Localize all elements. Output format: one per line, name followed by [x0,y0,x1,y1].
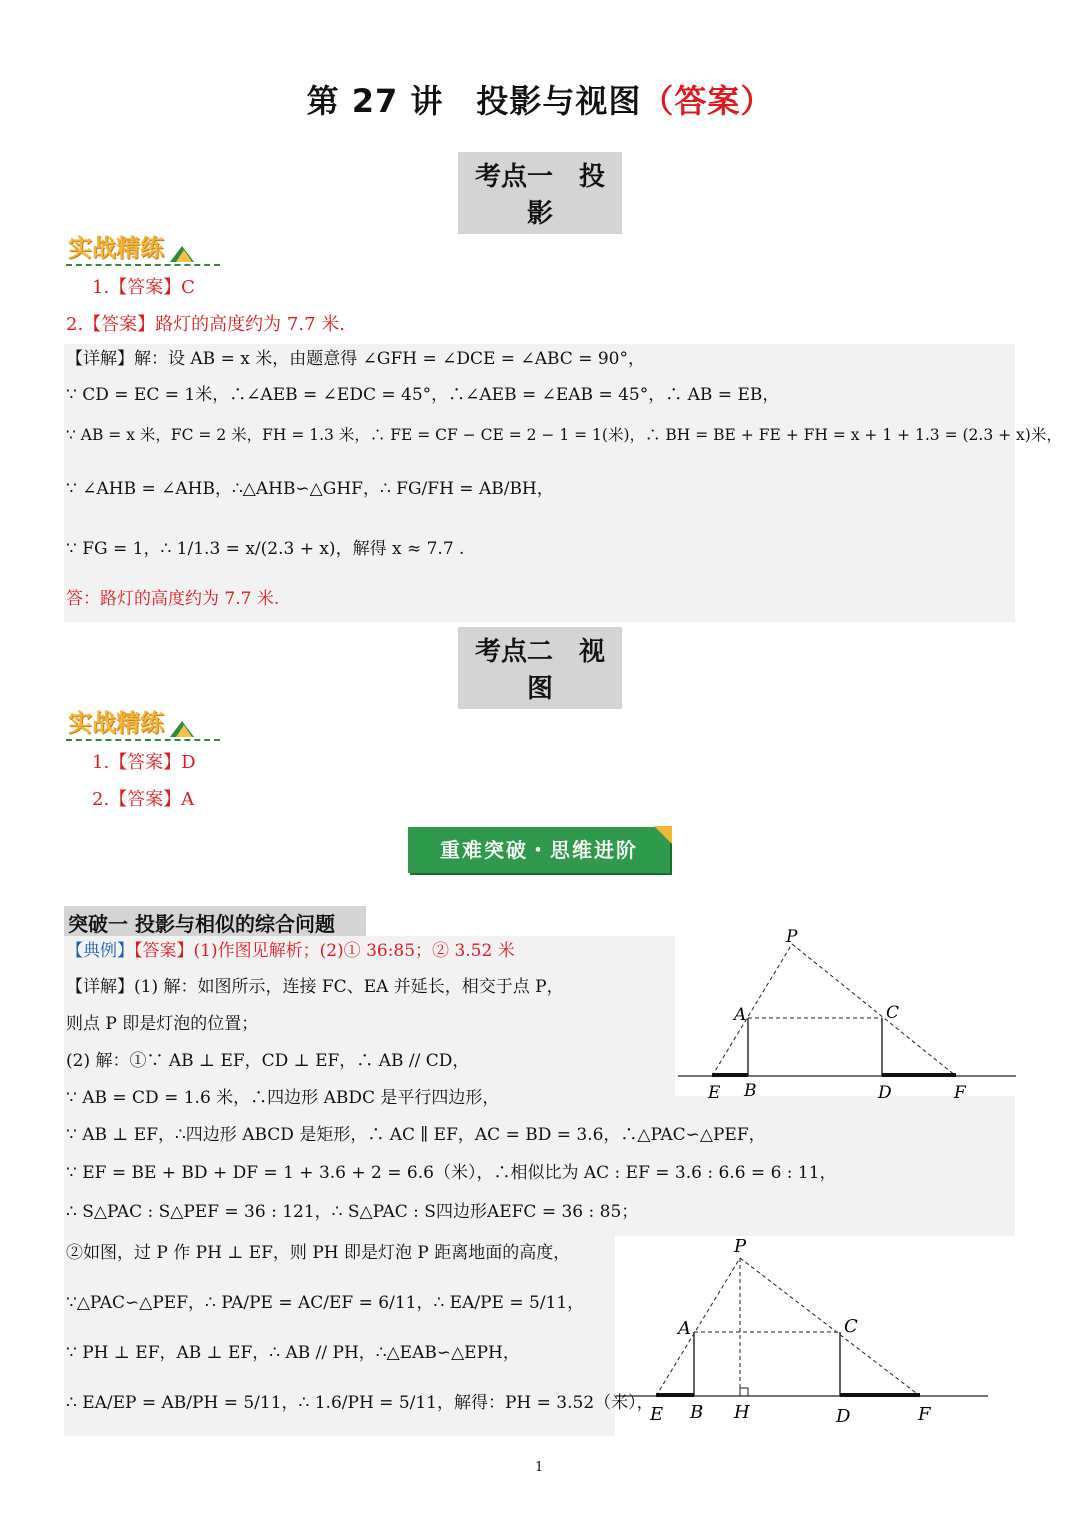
mountain-icon [168,244,196,264]
example-answer-text: 【答案】(1)作图见解析；(2)① 36:85；② 3.52 米 [134,941,515,961]
banner-corner-icon [654,826,672,844]
diagram-2 [614,1236,990,1426]
d1-label-p: P [786,927,798,947]
s1-detail-line-1: 【详解】解：设 AB = x 米，由题意得 ∠GFH = ∠DCE = ∠ABC = 90°， [66,349,645,369]
page-number: 1 [535,1460,544,1475]
s1-detail-line-6: 答：路灯的高度约为 7.7 米. [66,589,280,609]
b-detail-line-7: ∴ S△PAC : S△PEF = 36 : 121，∴ S△PAC : S四边形AEFC = 36 : 85； [66,1202,639,1222]
s1-answer-2: 2.【答案】路灯的高度约为 7.7 米. [66,314,345,335]
b-detail-line-1: 【详解】(1) 解：如图所示，连接 FC、EA 并延长，相交于点 P， [66,977,564,997]
practice-divider-1 [66,264,220,266]
d1-label-c: C [886,1003,900,1023]
d1-label-f: F [954,1083,966,1102]
b-detail-line-11: ∴ EA/EP = AB/PH = 5/11，∴ 1.6/PH = 5/11，解得：PH = 3.52（米）， [66,1393,654,1413]
s1-detail-box [64,344,1062,622]
practice-label-2: 实战精练 [68,709,164,737]
section-2-title: 考点二 视图 [458,627,622,709]
d1-label-d: D [878,1083,892,1102]
b-detail-line-10: ∵ PH ⊥ EF，AB ⊥ EF，∴ AB // PH，∴△EAB∽△EPH， [66,1343,520,1363]
d2-label-f: F [918,1404,931,1425]
b-detail-line-9: ∵△PAC∽△PEF，∴ PA/PE = AC/EF = 6/11，∴ EA/PE = 5/11， [66,1293,585,1313]
s1-detail-line-4: ∵ ∠AHB = ∠AHB，∴△AHB∽△GHF，∴ FG/FH = AB/BH， [66,479,554,499]
page-title [0,76,1080,122]
s2-answer-2: 2.【答案】A [92,789,195,810]
diagram-1 [676,926,1018,1102]
d2-label-c: C [844,1316,858,1337]
banner: 重难突破・思维进阶 [408,827,670,873]
b-detail-line-5: ∵ AB ⊥ EF，∴四边形 ABCD 是矩形，∴ AC ∥ EF，AC = BD = 3.6，∴△PAC∽△PEF， [66,1125,766,1145]
s1-detail-line-5: ∵ FG = 1，∴ 1/1.3 = x/(2.3 + x)，解得 x ≈ 7.7 . [66,539,465,559]
practice-divider-2 [66,739,220,741]
title-answer: （答案） [641,82,774,120]
s2-answer-1: 1.【答案】D [92,752,196,773]
s1-detail-line-3: ∵ AB = x 米，FC = 2 米，FH = 1.3 米，∴ FE = CF − CE = 2 − 1 = 1(米)，∴ BH = BE + FE + FH = x + 1 + 1.3 = (2.3 + x)米， [66,426,1062,444]
d2-label-d: D [836,1406,851,1426]
b-detail-line-4: ∵ AB = CD = 1.6 米，∴四边形 ABDC 是平行四边形， [66,1088,500,1108]
title-main: 第 27 讲 投影与视图 [306,82,642,120]
practice-label-1: 实战精练 [68,234,164,262]
s1-answer-1 [92,273,195,299]
d2-label-p: P [734,1236,747,1257]
d2-label-b: B [690,1402,704,1423]
d2-label-a: A [678,1318,691,1339]
d1-label-b: B [744,1081,757,1101]
d1-label-a: A [734,1005,747,1025]
b-detail-line-2: 则点 P 即是灯泡的位置； [66,1014,259,1034]
mountain-icon [168,719,196,739]
d2-label-h: H [734,1402,750,1423]
b-detail-line-6: ∵ EF = BE + BD + DF = 1 + 3.6 + 2 = 6.6（米），∴相似比为 AC : EF = 3.6 : 6.6 = 6 : 11， [66,1163,837,1183]
s1-answer-1-text: 1.【答案】C [92,277,195,298]
breakthrough-title: 突破一 投影与相似的综合问题 [64,906,366,939]
b-detail-line-8: ②如图，过 P 作 PH ⊥ EF，则 PH 即是灯泡 P 距离地面的高度， [66,1243,571,1263]
example-label: 【典例】 [66,941,134,961]
s1-detail-line-2: ∵ CD = EC = 1米，∴∠AEB = ∠EDC = 45°，∴∠AEB = ∠EAB = 45°，∴ AB = EB， [66,385,780,405]
b-detail-line-3: (2) 解：①∵ AB ⊥ EF，CD ⊥ EF，∴ AB // CD， [66,1051,470,1071]
section-1-title: 考点一 投影 [458,152,622,234]
d2-label-e: E [650,1404,664,1425]
d1-label-e: E [708,1083,721,1102]
example-answer [66,940,515,962]
